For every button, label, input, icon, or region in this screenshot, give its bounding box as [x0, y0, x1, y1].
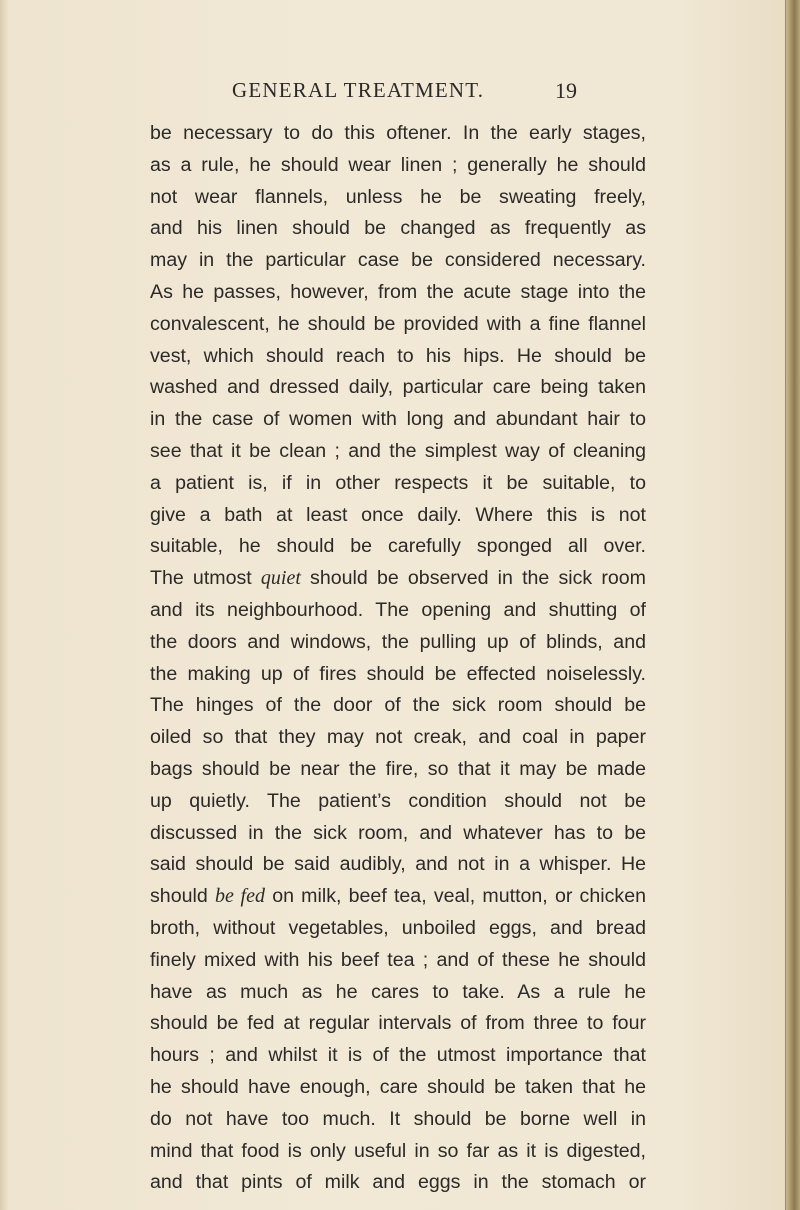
text-segment: he should have enough, care should be taken that he — [150, 1075, 646, 1098]
text-line — [150, 500, 646, 532]
page-left-edge — [0, 0, 8, 1210]
text-line — [150, 913, 646, 945]
text-line — [150, 182, 646, 214]
text-line — [150, 690, 646, 722]
text-segment: should — [150, 885, 215, 908]
text-line — [150, 754, 646, 786]
text-line — [150, 277, 646, 309]
text-line — [150, 786, 646, 818]
text-segment: see that it be clean ; and the simplest way of cleaning — [150, 439, 646, 462]
text-line — [150, 1008, 646, 1040]
text-segment: and that pints of milk and eggs in the stomach or — [150, 1171, 646, 1194]
text-segment: The hinges of the door of the sick room should be — [150, 694, 646, 717]
text-line — [150, 309, 646, 341]
text-segment: and his linen should be changed as frequently as — [150, 217, 646, 240]
text-segment: bags should be near the fire, so that it may be made — [150, 757, 646, 780]
text-segment: have as much as he cares to take. As a rule he — [150, 980, 646, 1003]
text-line — [150, 818, 646, 850]
text-line — [150, 531, 646, 563]
text-line — [150, 722, 646, 754]
text-segment: be necessary to do this oftener. In the early stages, — [150, 122, 646, 144]
text-segment: give a bath at least once daily. Where this is not — [150, 503, 646, 526]
text-segment: As he passes, however, from the acute stage into the — [150, 280, 646, 303]
text-segment: oiled so that they may not creak, and coal in paper — [150, 726, 646, 749]
text-segment: and its neighbourhood. The opening and shutting of — [150, 598, 646, 621]
book-spine-edge — [786, 0, 800, 1210]
text-segment: in the case of women with long and abundant hair to — [150, 408, 646, 431]
text-segment: washed and dressed daily, particular care being taken — [150, 376, 646, 399]
text-line — [150, 404, 646, 436]
text-segment: broth, without vegetables, unboiled eggs, and bread — [150, 916, 646, 939]
text-segment: convalescent, he should be provided with a fine flannel — [150, 312, 646, 335]
text-segment: finely mixed with his beef tea ; and of these he should — [150, 948, 646, 971]
text-segment: may in the particular case be considered necessary. — [150, 249, 646, 272]
text-segment: should be fed at regular intervals of from three to four — [150, 1012, 646, 1035]
text-segment: not wear flannels, unless he be sweating freely, — [150, 185, 646, 208]
text-segment: The utmost — [150, 567, 261, 590]
text-line — [150, 1136, 646, 1168]
text-line — [150, 341, 646, 373]
text-line — [150, 977, 646, 1009]
text-line — [150, 150, 646, 182]
text-segment: vest, which should reach to his hips. He should be — [150, 344, 646, 367]
text-segment: do not have too much. It should be borne well in — [150, 1107, 646, 1130]
text-segment: should be observed in the sick room — [300, 567, 647, 590]
text-segment: said should be said audibly, and not in a whisper. He — [150, 853, 646, 876]
body-text — [150, 118, 646, 1199]
text-segment: on milk, beef tea, veal, mutton, or chicken — [265, 885, 646, 908]
text-segment: the making up of fires should be effected noiselessly. — [150, 662, 646, 685]
text-segment: the doors and windows, the pulling up of blinds, and — [150, 630, 646, 653]
text-segment: hours ; and whilst it is of the utmost importance that — [150, 1044, 646, 1067]
text-line — [150, 436, 646, 468]
text-line — [150, 372, 646, 404]
text-line — [150, 468, 646, 500]
text-line — [150, 245, 646, 277]
text-segment: as a rule, he should wear linen ; generally he should — [150, 153, 646, 176]
text-line — [150, 1104, 646, 1136]
text-line — [150, 1040, 646, 1072]
page-number: 19 — [555, 78, 577, 103]
text-line — [150, 1167, 646, 1199]
text-segment: a patient is, if in other respects it be suitable, to — [150, 471, 646, 494]
text-line — [150, 945, 646, 977]
running-head-title: GENERAL TREATMENT. — [232, 78, 485, 102]
text-line — [150, 849, 646, 881]
text-line — [150, 627, 646, 659]
italic-emphasis: quiet — [260, 567, 301, 590]
text-segment: mind that food is only useful in so far as it is digested, — [150, 1139, 646, 1162]
running-head — [0, 78, 800, 108]
text-segment: suitable, he should be carefully sponged all over. — [150, 535, 646, 558]
text-line — [150, 659, 646, 691]
text-line — [150, 595, 646, 627]
italic-emphasis: be fed — [214, 885, 265, 908]
text-line — [150, 118, 646, 150]
text-line — [150, 1072, 646, 1104]
text-line — [150, 563, 646, 595]
text-line — [150, 881, 646, 913]
text-segment: discussed in the sick room, and whatever has to be — [150, 821, 646, 844]
text-segment: up quietly. The patient’s condition should not be — [150, 789, 646, 812]
text-line — [150, 213, 646, 245]
